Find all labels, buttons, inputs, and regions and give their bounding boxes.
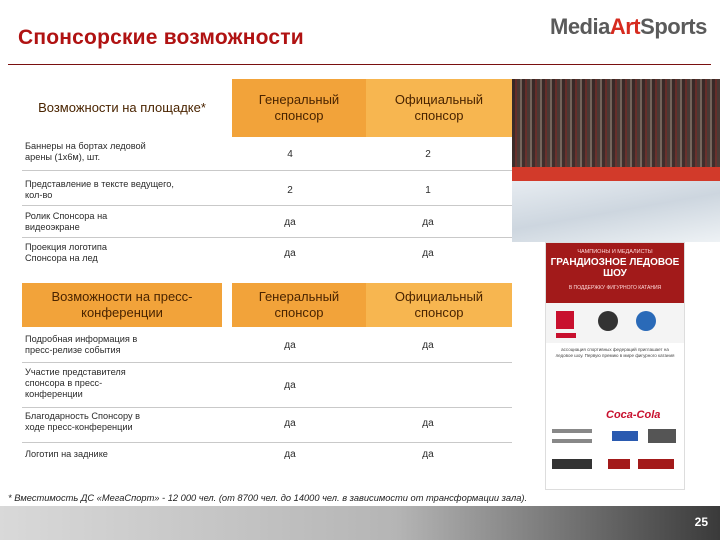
arena-crowd: [512, 79, 720, 174]
table-row: Участие представителя спонсора в пресс-конференции да: [25, 367, 296, 399]
venue-header-opportunities: Возможности на площадке*: [22, 79, 222, 137]
poster-banner: ЧАМПИОНЫ И МЕДАЛИСТЫ ГРАНДИОЗНОЕ ЛЕДОВОЕ ШОУ В ПОДДЕРЖКУ ФИГУРНОГО КАТАНИЯ: [546, 243, 684, 303]
press-opportunities-table: [22, 283, 512, 469]
table-row: Логотип на заднике да да: [25, 449, 434, 460]
table-row: Баннеры на бортах ледовой арены (1х6м), шт. 4 2: [25, 141, 431, 162]
table-row: Благодарность Спонсору в ходе пресс-конференции да да: [25, 411, 434, 432]
event-poster: [545, 242, 685, 490]
press-header-general: Генеральный спонсор: [232, 283, 366, 327]
header-divider: [8, 64, 711, 65]
table-row: Проекция логотипа Спонсора на лед да да: [25, 242, 434, 263]
venue-opportunities-table: [22, 79, 512, 267]
poster-body-text: ассоциация спортивных федераций приглашает на ледовое шоу. Первую премию в мире фигурного катания: [555, 347, 675, 358]
arena-boards: [512, 167, 720, 181]
logo-part-art: Art: [609, 14, 641, 39]
capacity-footnote: * Вместимость ДС «МегаСпорт» - 12 000 чел. (от 8700 чел. до 14000 чел. в зависимости от трансформации зала).: [8, 493, 528, 503]
table-row: Представление в тексте ведущего, кол-во 2 1: [25, 179, 431, 200]
arena-photo: [512, 79, 720, 242]
press-header-official: Официальный спонсор: [366, 283, 512, 327]
logo-part-media: Media: [550, 14, 610, 39]
arena-ice: [512, 181, 720, 242]
coca-cola-logo: Coca-Cola: [606, 409, 661, 421]
logo-part-sports: Sports: [640, 14, 707, 39]
table-row: Ролик Спонсора на видеоэкране да да: [25, 211, 434, 232]
brand-logo: [550, 12, 710, 40]
poster-partner-logos: [552, 429, 678, 483]
venue-header-official: Официальный спонсор: [366, 79, 512, 137]
page-title: Спонсорские возможности: [18, 26, 304, 49]
poster-sponsor-logos: [546, 303, 684, 343]
venue-header-general: Генеральный спонсор: [232, 79, 366, 137]
poster-logos-graphic: [546, 303, 684, 343]
page-number: 25: [694, 515, 708, 529]
press-header-opportunities: Возможности на пресс-конференции: [22, 283, 222, 327]
footer-bar: [0, 506, 720, 540]
table-row: Подробная информация в пресс-релизе события да да: [25, 334, 434, 355]
